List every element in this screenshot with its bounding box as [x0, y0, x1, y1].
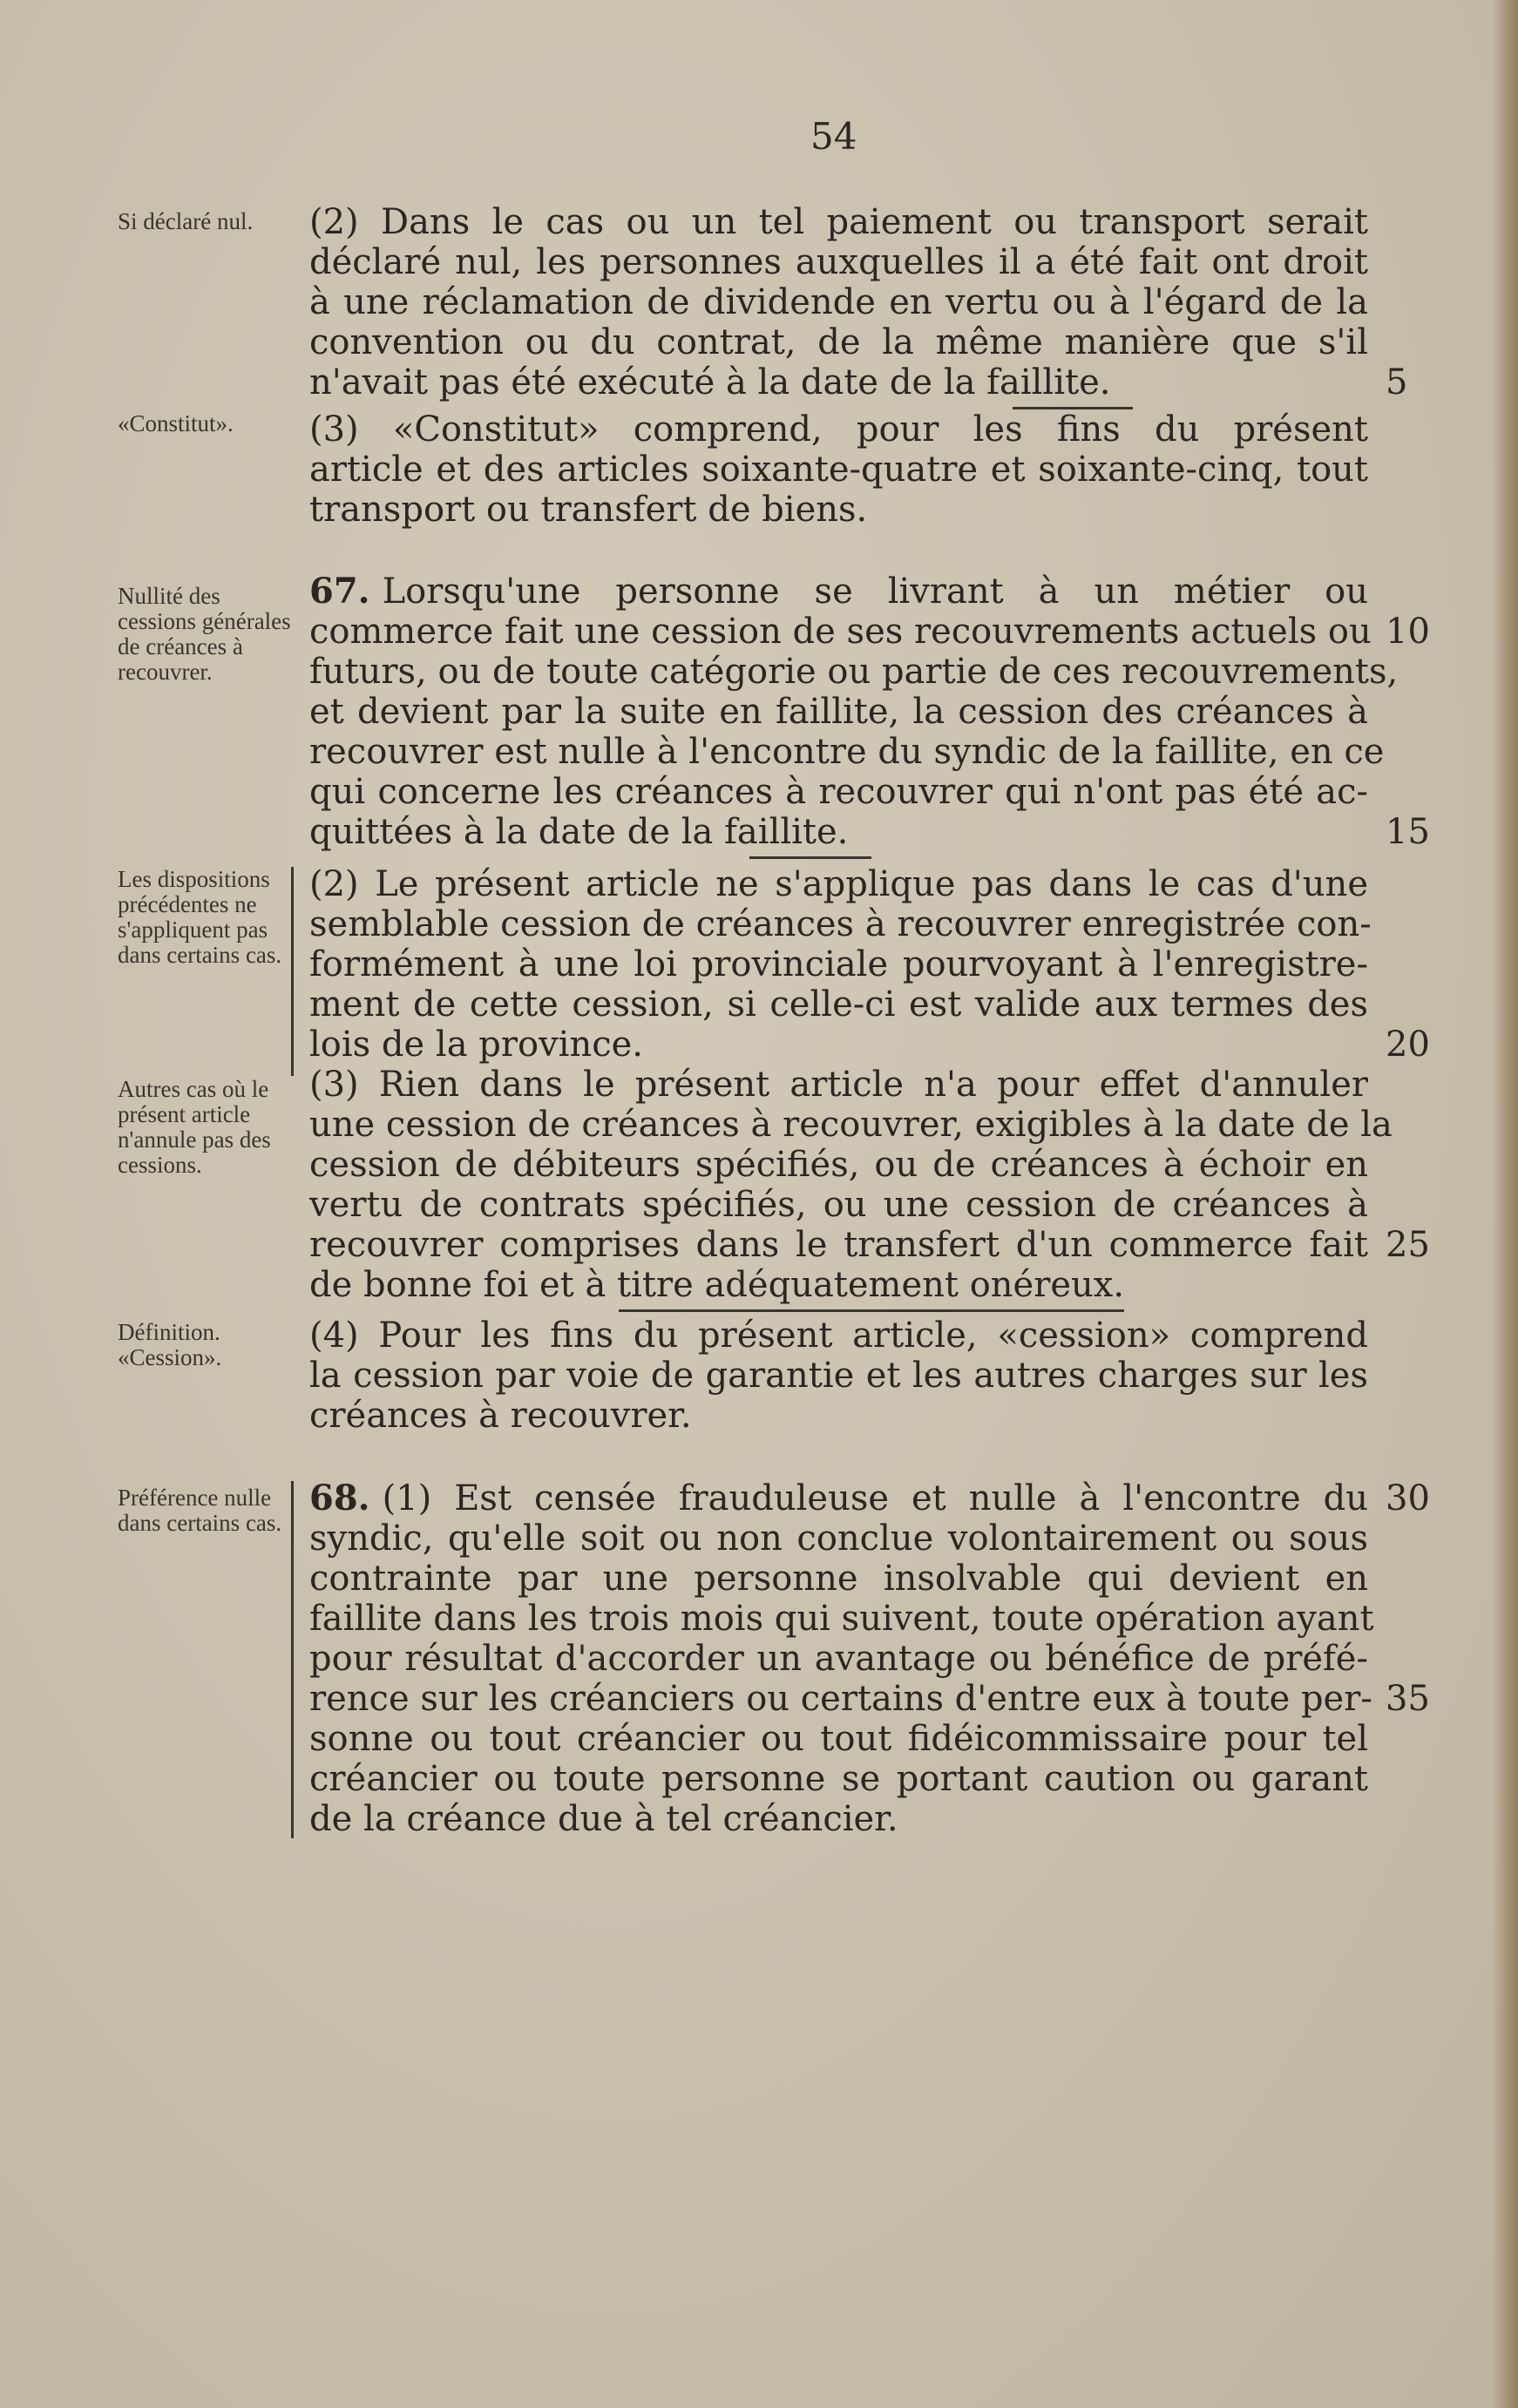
underline-mark: [619, 1309, 1124, 1312]
text-line: qui concerne les créances à recouvrer qui n'ont pas été ac-: [309, 772, 1368, 812]
underline-mark: [1013, 407, 1133, 409]
text-line: créancier ou toute personne se portant caution ou garant: [309, 1759, 1368, 1799]
margin-note-si-declare-nul: Si déclaré nul.: [118, 208, 254, 234]
page-edge-shadow: [1492, 0, 1518, 2408]
line-number: 5: [1386, 362, 1408, 402]
margin-bar: [291, 867, 294, 1076]
margin-bar: [291, 1481, 294, 1838]
margin-note-autres-cas: Autres cas où le présent article n'annule pas des cessions.: [118, 1076, 271, 1178]
text-line: faillite dans les trois mois qui suivent, toute opération ayant: [309, 1599, 1374, 1639]
text-line: une cession de créances à recouvrer, exigibles à la date de la: [309, 1105, 1393, 1145]
text-line: sonne ou tout créancier ou tout fidéicommissaire pour tel: [309, 1719, 1368, 1759]
text-line: créances à recouvrer.: [309, 1396, 692, 1436]
section-number-67: 67.: [309, 571, 370, 612]
margin-note-dispositions: Les dispositions précédentes ne s'appliquent pas dans certains cas.: [118, 866, 282, 968]
section-number-68: 68.: [309, 1478, 370, 1519]
margin-note-preference-nulle: Préférence nulle dans certains cas.: [118, 1485, 282, 1536]
text-line: formément à une loi provinciale pourvoyant à l'enregistre-: [309, 944, 1368, 984]
text-line: futurs, ou de toute catégorie ou partie de ces recouvrements,: [309, 652, 1399, 692]
text-line: recouvrer est nulle à l'encontre du syndic de la faillite, en ce: [309, 732, 1385, 772]
text-line: convention ou du contrat, de la même manière que s'il: [309, 322, 1368, 362]
underline-mark: [749, 856, 871, 859]
text-line: de bonne foi et à titre adéquatement onéreux.: [309, 1265, 1125, 1305]
line-number: 25: [1386, 1225, 1430, 1265]
text-line: (4) Pour les fins du présent article, «cession» comprend: [309, 1316, 1368, 1356]
text-line: vertu de contrats spécifiés, ou une cession de créances à: [309, 1185, 1368, 1225]
text-line: et devient par la suite en faillite, la cession des créances à: [309, 692, 1368, 732]
text-line: transport ou transfert de biens.: [309, 490, 868, 530]
margin-note-definition-cession: Définition. «Cession».: [118, 1319, 222, 1370]
text-line: lois de la province.: [309, 1025, 644, 1065]
text-line: n'avait pas été exécuté à la date de la faillite.: [309, 362, 1111, 402]
text-line: (2) Dans le cas ou un tel paiement ou transport serait: [309, 202, 1368, 242]
text-line: ment de cette cession, si celle-ci est valide aux termes des: [309, 984, 1368, 1025]
text-line: rence sur les créanciers ou certains d'entre eux à toute per-: [309, 1679, 1372, 1719]
text-line: recouvrer comprises dans le transfert d'un commerce fait: [309, 1225, 1368, 1265]
line-number: 30: [1386, 1478, 1430, 1519]
text-line: contrainte par une personne insolvable qui devient en: [309, 1559, 1368, 1599]
text-line: cession de débiteurs spécifiés, ou de créances à échoir en: [309, 1145, 1368, 1185]
text-line: quittées à la date de la faillite.: [309, 812, 849, 852]
text-line: (3) Rien dans le présent article n'a pour effet d'annuler: [309, 1065, 1368, 1105]
text-line: semblable cession de créances à recouvrer enregistrée con-: [309, 904, 1372, 944]
text-line: syndic, qu'elle soit ou non conclue volontairement ou sous: [309, 1519, 1368, 1559]
line-number: 20: [1386, 1025, 1430, 1065]
text-line: la cession par voie de garantie et les autres charges sur les: [309, 1356, 1368, 1396]
section-68-first-line: [309, 1478, 1368, 1519]
margin-note-constitut: «Constitut».: [118, 410, 234, 436]
text-line: de la créance due à tel créancier.: [309, 1799, 898, 1839]
text-line: (1) Est censée frauduleuse et nulle à l'encontre du: [382, 1478, 1368, 1519]
line-number: 15: [1386, 812, 1430, 852]
text-line: à une réclamation de dividende en vertu ou à l'égard de la: [309, 282, 1368, 322]
line-number: 10: [1386, 612, 1430, 652]
text-line: (3) «Constitut» comprend, pour les fins du présent: [309, 409, 1368, 450]
text-line: pour résultat d'accorder un avantage ou bénéfice de préfé-: [309, 1639, 1368, 1679]
text-line: commerce fait une cession de ses recouvrements actuels ou: [309, 612, 1372, 652]
page-number: 54: [810, 115, 857, 158]
margin-note-nullite-cessions: Nullité des cessions générales de créances à recouvrer.: [118, 583, 291, 685]
text-line: (2) Le présent article ne s'applique pas dans le cas d'une: [309, 864, 1368, 904]
text-line: Lorsqu'une personne se livrant à un métier ou: [382, 572, 1368, 612]
text-line: déclaré nul, les personnes auxquelles il a été fait ont droit: [309, 242, 1368, 282]
line-number: 35: [1386, 1679, 1430, 1719]
text-line: article et des articles soixante-quatre et soixante-cinq, tout: [309, 450, 1368, 490]
section-67-first-line: [309, 572, 1368, 612]
